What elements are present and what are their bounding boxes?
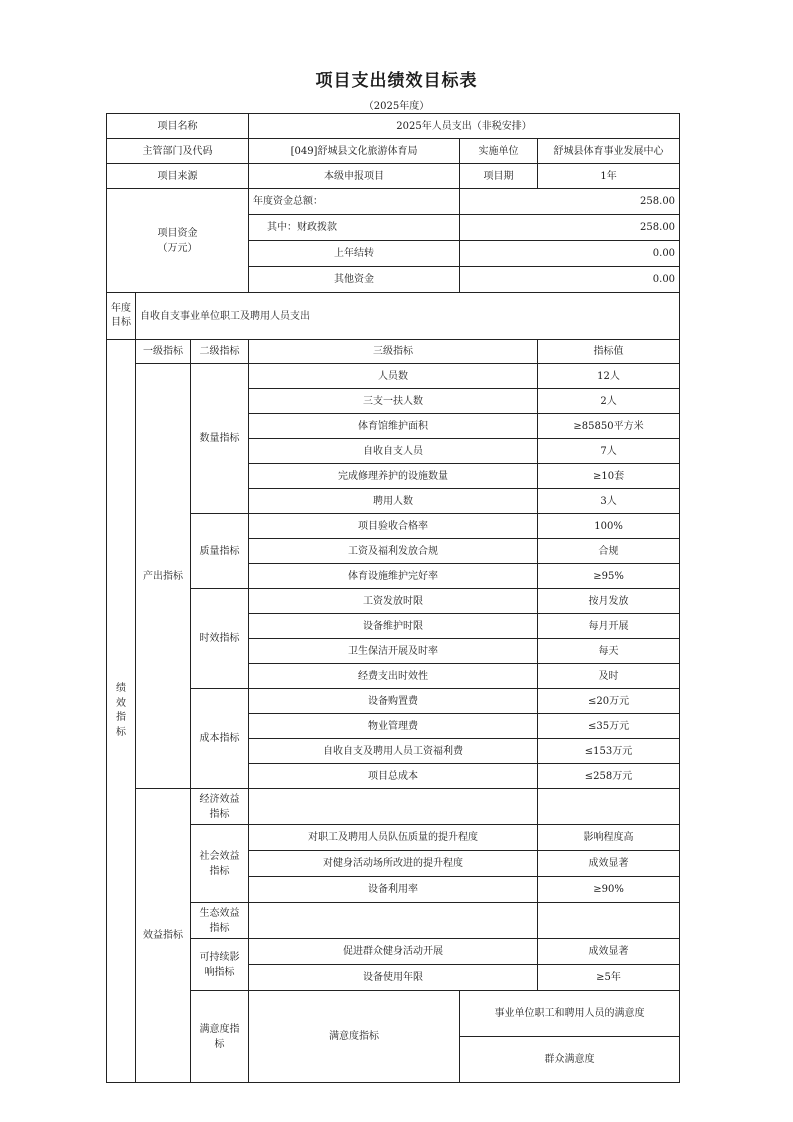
indicator-name-empty <box>249 903 538 939</box>
funds-total-label: 年度资金总额： <box>249 189 460 215</box>
quantity-indicators-label: 数量指标 <box>191 364 249 514</box>
department-label: 主管部门及代码 <box>107 139 249 164</box>
indicator-name: 三支一扶人数 <box>249 389 538 414</box>
row-department <box>107 139 680 164</box>
table-row <box>107 589 680 614</box>
ecological-indicators-label: 生态效益指标 <box>191 903 249 939</box>
project-period-value: 1年 <box>538 164 680 189</box>
indicator-value: ≥85850平方米 <box>538 414 680 439</box>
performance-indicators-label-text: 绩效指标 <box>116 683 126 738</box>
indicator-name: 体育设施维护完好率 <box>249 564 538 589</box>
indicator-name: 自收自支及聘用人员工资福利费 <box>249 739 538 764</box>
project-funds-title: 项目资金 <box>157 227 198 239</box>
header-level3: 三级指标 <box>249 340 538 364</box>
project-funds-label <box>107 189 249 293</box>
row-indicator-header <box>107 340 680 364</box>
indicator-name: 体育馆维护面积 <box>249 414 538 439</box>
indicator-value: 按月发放 <box>538 589 680 614</box>
annual-goal-label-text: 年度目标 <box>111 302 131 328</box>
indicator-value: ≥90% <box>538 877 680 903</box>
row-funds-total <box>107 189 680 215</box>
indicator-name-empty <box>249 789 538 825</box>
indicator-name: 设备利用率 <box>249 877 538 903</box>
indicator-value: 7人 <box>538 439 680 464</box>
indicator-name: 聘用人数 <box>249 489 538 514</box>
indicator-name: 自收自支人员 <box>249 439 538 464</box>
social-indicators-label: 社会效益指标 <box>191 825 249 903</box>
indicator-value-empty <box>538 789 680 825</box>
implementing-unit-value: 舒城县体育事业发展中心 <box>538 139 680 164</box>
indicator-value: ≥10套 <box>538 464 680 489</box>
sustainable-indicators-label: 可持续影响指标 <box>191 939 249 991</box>
economic-indicators-label: 经济效益指标 <box>191 789 249 825</box>
funds-fiscal-value: 258.00 <box>460 215 680 241</box>
funds-carryover-label: 上年结转 <box>249 241 460 267</box>
document-subtitle: （2025年度） <box>363 101 430 112</box>
indicator-name: 设备购置费 <box>249 689 538 714</box>
indicator-value: 每月开展 <box>538 614 680 639</box>
funds-other-value: 0.00 <box>460 267 680 293</box>
project-name-value: 2025年人员支出（非税安排） <box>249 114 680 139</box>
indicator-value: 合规 <box>538 539 680 564</box>
indicator-value: 影响程度高 <box>538 825 680 851</box>
funds-carryover-value: 0.00 <box>460 241 680 267</box>
row-project-source <box>107 164 680 189</box>
project-source-label: 项目来源 <box>107 164 249 189</box>
performance-target-table <box>106 113 680 1083</box>
indicator-value: ≤153万元 <box>538 739 680 764</box>
indicator-name: 促进群众健身活动开展 <box>249 939 538 965</box>
performance-indicators-label <box>107 340 136 1083</box>
satisfaction-indicators-label: 满意度指标 <box>191 991 249 1083</box>
header-value: 指标值 <box>538 340 680 364</box>
table-row <box>107 991 680 1037</box>
cost-indicators-label: 成本指标 <box>191 689 249 789</box>
indicator-name: 经费支出时效性 <box>249 664 538 689</box>
funds-fiscal-label: 其中：财政拨款 <box>249 215 460 241</box>
indicator-value: 每天 <box>538 639 680 664</box>
indicator-name: 对职工及聘用人员队伍质量的提升程度 <box>249 825 538 851</box>
project-source-value: 本级申报项目 <box>249 164 460 189</box>
header-level2: 二级指标 <box>191 340 249 364</box>
project-funds-unit: （万元） <box>157 242 198 254</box>
indicator-value: 成效显著 <box>538 851 680 877</box>
indicator-value: 3人 <box>538 489 680 514</box>
effect-indicators-label: 效益指标 <box>136 789 191 1083</box>
table-row <box>107 903 680 939</box>
indicator-name: 设备维护时限 <box>249 614 538 639</box>
funds-other-label: 其他资金 <box>249 267 460 293</box>
indicator-name: 群众满意度 <box>460 1037 680 1083</box>
indicator-name: 物业管理费 <box>249 714 538 739</box>
indicator-value: ≤20万元 <box>538 689 680 714</box>
header-level1: 一级指标 <box>136 340 191 364</box>
table-row <box>107 689 680 714</box>
indicator-name: 设备使用年限 <box>249 965 538 991</box>
indicator-value: 及时 <box>538 664 680 689</box>
document-title: 项目支出绩效目标表 <box>315 71 478 91</box>
indicator-value: 成效显著 <box>538 939 680 965</box>
project-period-label: 项目期 <box>460 164 538 189</box>
indicator-value: 100% <box>538 514 680 539</box>
implementing-unit-label: 实施单位 <box>460 139 538 164</box>
project-name-label: 项目名称 <box>107 114 249 139</box>
timeliness-indicators-label: 时效指标 <box>191 589 249 689</box>
annual-goal-text: 自收自支事业单位职工及聘用人员支出 <box>136 293 680 340</box>
indicator-value: ≤35万元 <box>538 714 680 739</box>
indicator-name: 人员数 <box>249 364 538 389</box>
indicator-value: ≥5年 <box>538 965 680 991</box>
table-row <box>107 939 680 965</box>
indicator-name: 项目验收合格率 <box>249 514 538 539</box>
indicator-value: ≥95% <box>538 564 680 589</box>
indicator-name: 事业单位职工和聘用人员的满意度 <box>460 991 680 1037</box>
output-indicators-label: 产出指标 <box>136 364 191 789</box>
indicator-value: 2人 <box>538 389 680 414</box>
table-row <box>107 825 680 851</box>
department-value: [049]舒城县文化旅游体育局 <box>249 139 460 164</box>
table-row <box>107 514 680 539</box>
indicator-name: 工资及福利发放合规 <box>249 539 538 564</box>
indicator-value-empty <box>538 903 680 939</box>
indicator-name: 对健身活动场所改进的提升程度 <box>249 851 538 877</box>
satisfaction-sub-indicators-label: 满意度指标 <box>249 991 460 1083</box>
row-project-name <box>107 114 680 139</box>
annual-goal-label <box>107 293 136 340</box>
indicator-name: 卫生保洁开展及时率 <box>249 639 538 664</box>
indicator-value: 12人 <box>538 364 680 389</box>
indicator-name: 工资发放时限 <box>249 589 538 614</box>
quality-indicators-label: 质量指标 <box>191 514 249 589</box>
indicator-name: 完成修理养护的设施数量 <box>249 464 538 489</box>
indicator-name: 项目总成本 <box>249 764 538 789</box>
funds-total-value: 258.00 <box>460 189 680 215</box>
row-annual-goal <box>107 293 680 340</box>
indicator-value: ≤258万元 <box>538 764 680 789</box>
table-row <box>107 364 680 389</box>
table-row <box>107 789 680 825</box>
